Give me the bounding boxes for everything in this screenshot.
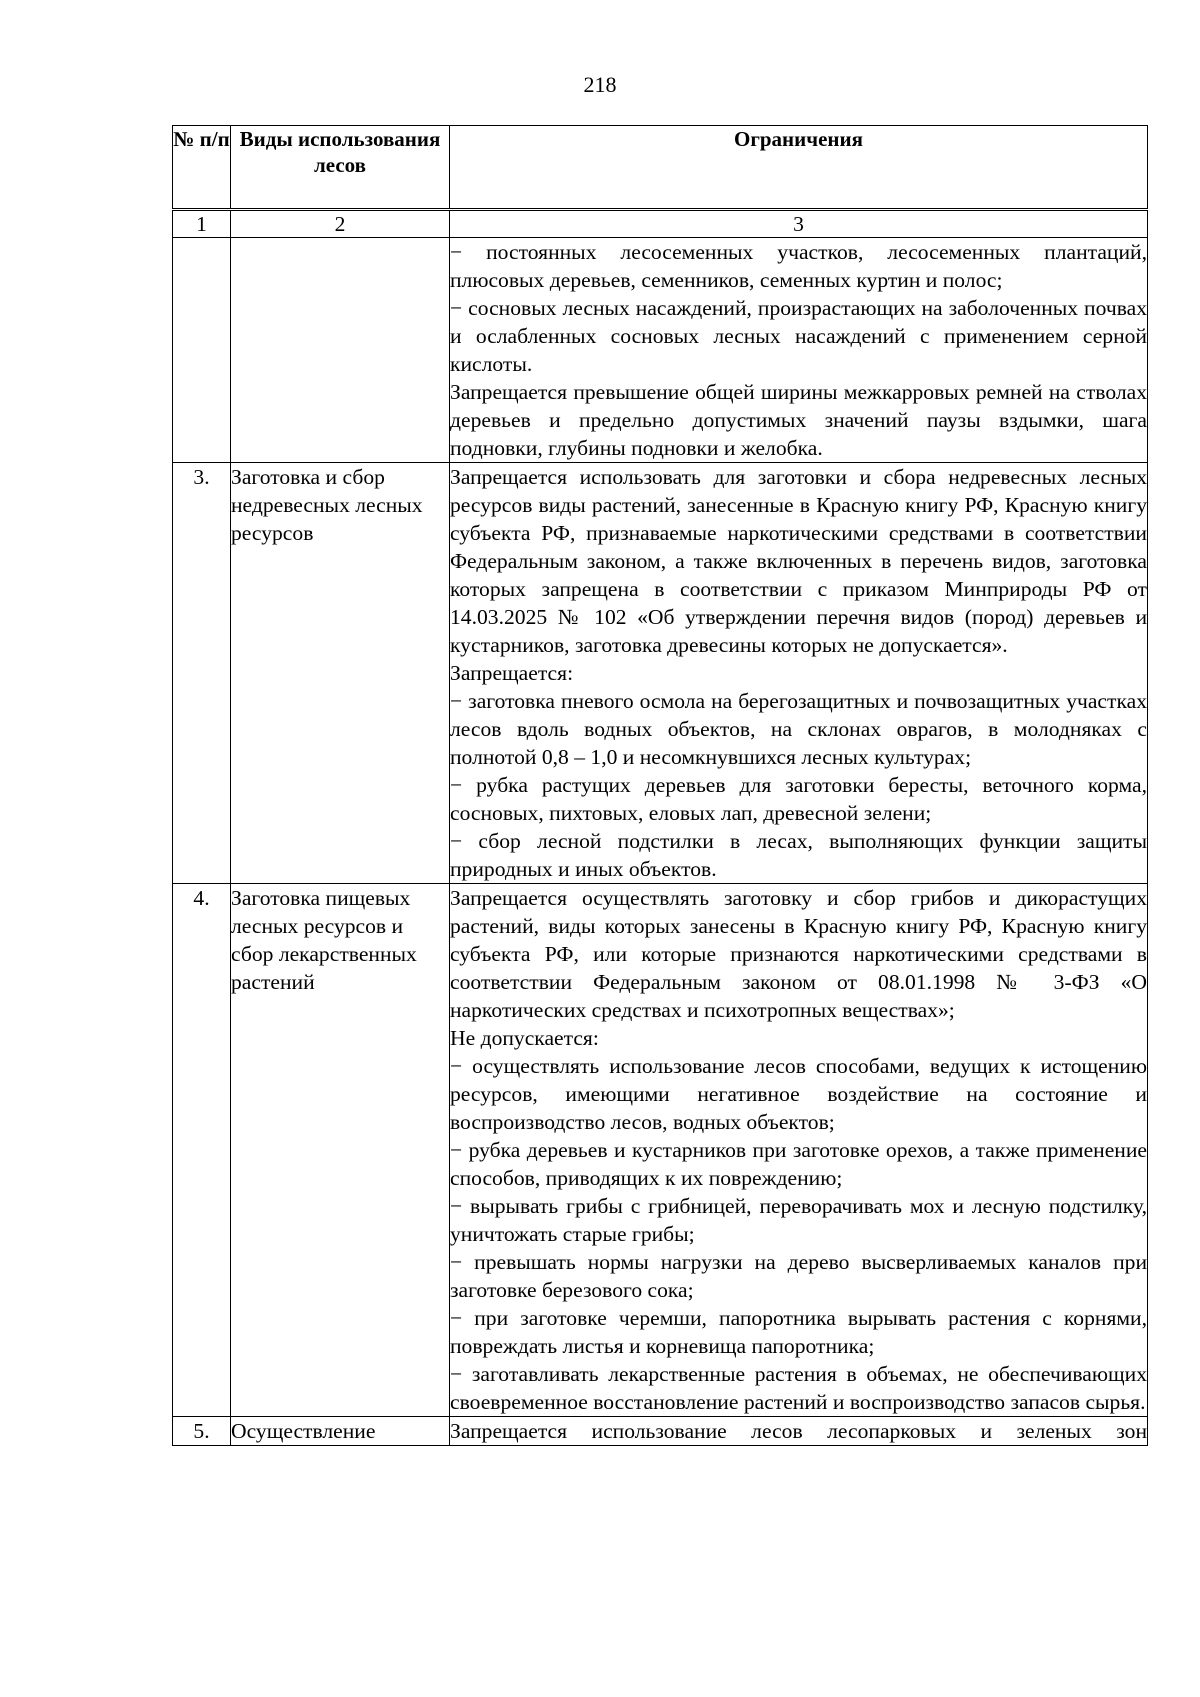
column-number-1: 1 [173,210,231,238]
restriction-paragraph: − рубка растущих деревьев для заготовки бересты, веточного корма, сосновых, пихтовых, еловых лап, древесной зелени; [450,773,1147,825]
row-number: 4. [173,884,231,1417]
row-number: 3. [173,463,231,884]
restriction-paragraph: Запрещается осуществлять заготовку и сбор грибов и дикорастущих растений, виды которых занесены в Красную книгу РФ, Красную книгу субъекта РФ, или которые признаются наркотическими средствами в соответствии Федеральным законом от 08.01.1998 № 3-ФЗ «О наркотических средствах и психотропных веществах»; [450,886,1147,1022]
restriction-paragraph: Запрещается превышение общей ширины межкарровых ремней на стволах деревьев и предельно допустимых значений паузы вздымки, шага подновки, глубины подновки и желобка. [450,380,1147,460]
table-row [173,884,1148,1417]
row-restrictions [450,463,1148,884]
row-kind [231,238,450,463]
restriction-paragraph: Запрещается использование лесов лесопарковых и зеленых зон [450,1419,1147,1443]
header-num: № п/п [173,126,231,210]
column-number-2: 2 [231,210,450,238]
row-restrictions [450,884,1148,1417]
header-row [173,126,1148,210]
table-row [173,463,1148,884]
row-kind: Заготовка и сбор недревесных лесных ресурсов [231,463,450,884]
header-restrictions: Ограничения [450,126,1148,210]
column-number-3: 3 [450,210,1148,238]
restriction-paragraph: − заготавливать лекарственные растения в объемах, не обеспечивающих своевременное восстановление растений и воспроизводство запасов сырья. [450,1362,1147,1414]
restriction-paragraph: Не допускается: [450,1026,599,1050]
restriction-paragraph: − постоянных лесосеменных участков, лесосеменных плантаций, плюсовых деревьев, семенников, семенных куртин и полос; [450,240,1147,292]
row-kind: Осуществление [231,1417,450,1446]
restriction-paragraph: − рубка деревьев и кустарников при заготовке орехов, а также применение способов, приводящих к их повреждению; [450,1138,1147,1190]
restriction-paragraph: − вырывать грибы с грибницей, переворачивать мох и лесную подстилку, уничтожать старые грибы; [450,1194,1147,1246]
header-kind: Виды использования лесов [231,126,450,210]
row-restrictions [450,238,1148,463]
column-number-row [173,210,1148,238]
row-number: 5. [173,1417,231,1446]
table-row [173,238,1148,463]
row-number [173,238,231,463]
restriction-paragraph: − превышать нормы нагрузки на дерево высверливаемых каналов при заготовке березового сока; [450,1250,1147,1302]
restrictions-table [172,125,1148,1446]
restriction-paragraph: − сосновых лесных насаждений, произрастающих на заболоченных почвах и ослабленных сосновых лесных насаждений с применением серной кислоты. [450,296,1147,376]
restriction-paragraph: Запрещается: [450,661,574,685]
row-restrictions [450,1417,1148,1446]
restriction-paragraph: − заготовка пневого осмола на берегозащитных и почвозащитных участках лесов вдоль водных объектов, на склонах оврагов, в молодняках с полнотой 0,8 – 1,0 и несомкнувшихся лесных культурах; [450,689,1147,769]
restriction-paragraph: − сбор лесной подстилки в лесах, выполняющих функции защиты природных и иных объектов. [450,829,1147,881]
restriction-paragraph: − осуществлять использование лесов способами, ведущих к истощению ресурсов, имеющими негативное воздействие на состояние и воспроизводство лесов, водных объектов; [450,1054,1147,1134]
table-row [173,1417,1148,1446]
row-kind: Заготовка пищевых лесных ресурсов и сбор лекарственных растений [231,884,450,1417]
restriction-paragraph: Запрещается использовать для заготовки и сбора недревесных лесных ресурсов виды растений, занесенные в Красную книгу РФ, Красную книгу субъекта РФ, признаваемые наркотическими средствами в соответствии Федеральным законом, а также включенных в перечень видов, заготовка которых запрещена в соответствии с приказом Минприроды РФ от 14.03.2025 № 102 «Об утверждении перечня видов (пород) деревьев и кустарников, заготовка древесины которых не допускается». [450,465,1147,657]
page-number: 218 [583,72,617,97]
restriction-paragraph: − при заготовке черемши, папоротника вырывать растения с корнями, повреждать листья и корневища папоротника; [450,1306,1147,1358]
